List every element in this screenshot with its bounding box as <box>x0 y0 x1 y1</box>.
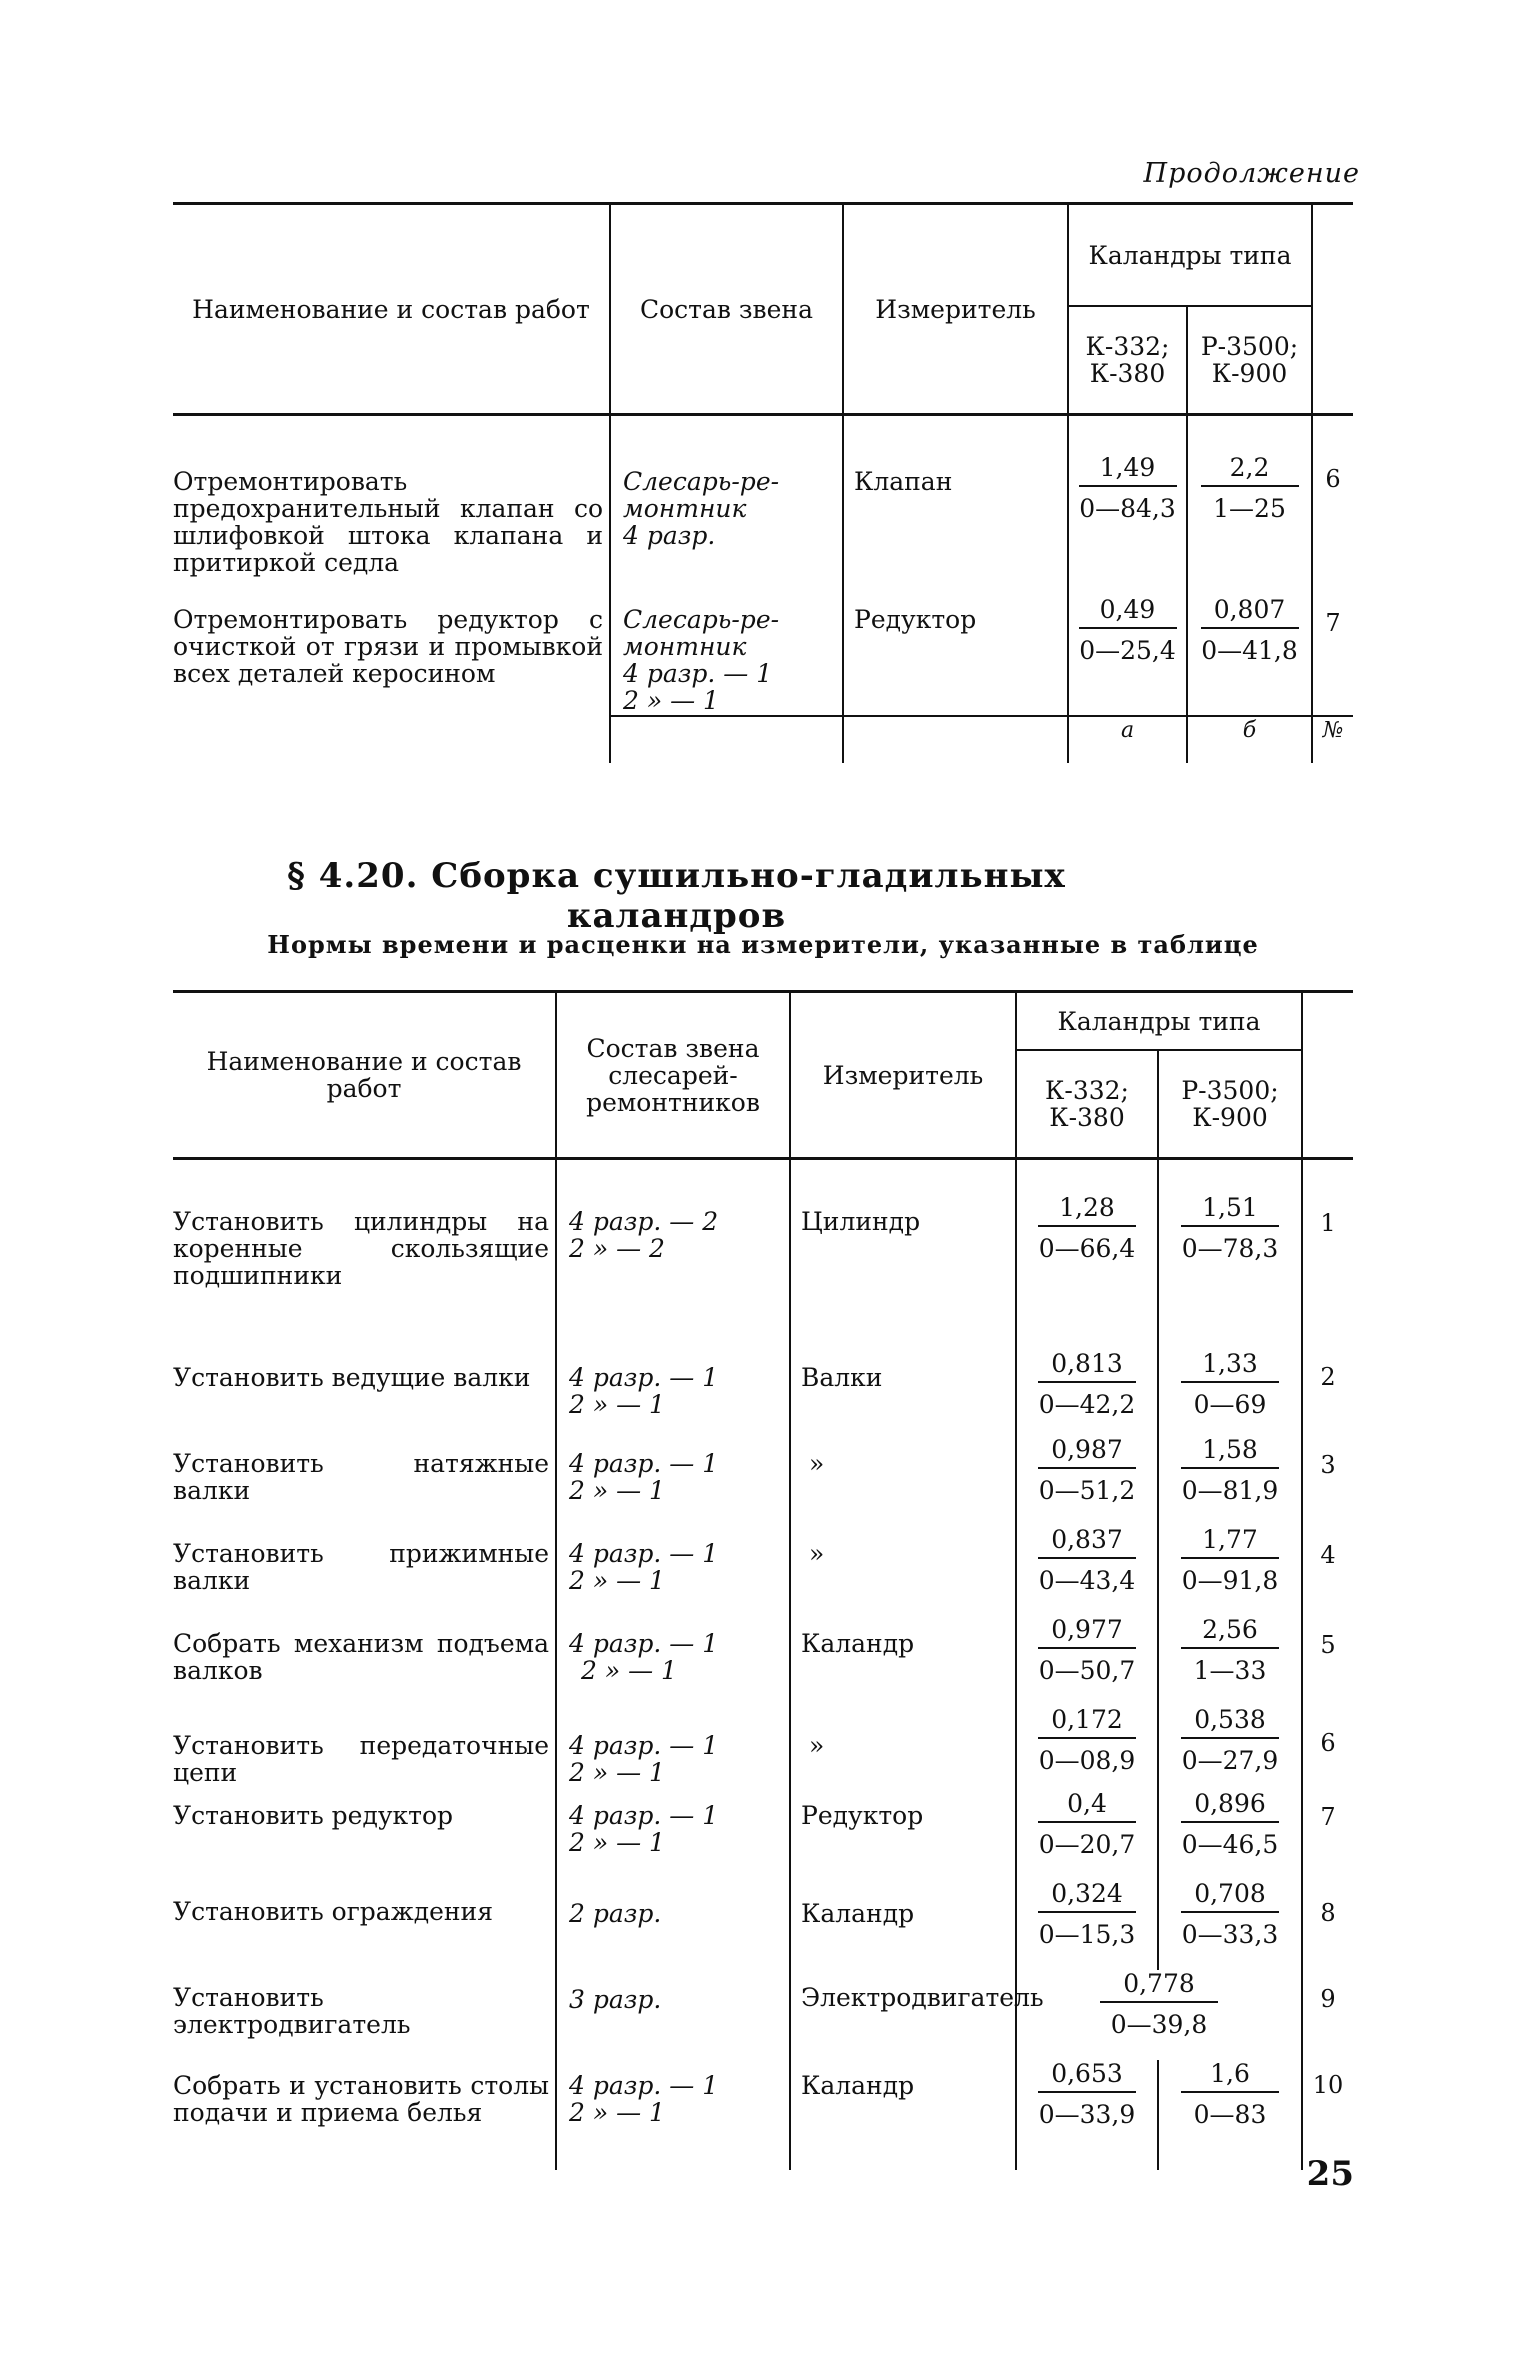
table-row-value-b: 1,77 0—91,8 <box>1158 1520 1302 1610</box>
table-row-staff: Слесарь-ре- монтник 4 разр. <box>610 415 843 579</box>
table-row-staff: 4 разр. — 2 2 » — 2 <box>556 1159 790 1341</box>
table-row-work: Собрать и установить столы подачи и приема белья <box>173 2060 556 2170</box>
table-row-value-a: 0,987 0—51,2 <box>1016 1430 1158 1520</box>
table-row-staff: 4 разр. — 1 2 » — 1 <box>556 1520 790 1610</box>
header-col-a: К-332; К-380 <box>1068 306 1187 415</box>
table-row-work: Собрать механизм подъема валков <box>173 1610 556 1700</box>
table-row-value-b: 0,708 0—33,3 <box>1158 1880 1302 1970</box>
mark-empty <box>173 716 610 763</box>
table-row-number: 7 <box>1325 609 1341 637</box>
table-row-number: 6 <box>1325 465 1341 493</box>
table-row-staff: 4 разр. — 1 2 » — 1 <box>556 1790 790 1880</box>
header-work: Наименование и состав работ <box>173 992 556 1159</box>
table-row-number: 5 <box>1320 1631 1336 1659</box>
table-row-number: 6 <box>1320 1729 1336 1757</box>
header-staff: Состав звена слесарей-ремонтников <box>556 992 790 1159</box>
table-row-work: Установить прижимные валки <box>173 1520 556 1610</box>
continuation-table <box>173 202 1353 763</box>
table-row-value-a: 0,4 0—20,7 <box>1016 1790 1158 1880</box>
table-row-measure: » <box>790 1520 1016 1610</box>
header-staff: Состав звена <box>610 204 843 415</box>
table-row-staff: 4 разр. — 1 2 » — 1 <box>556 1610 790 1700</box>
table-row-number: 7 <box>1320 1803 1336 1831</box>
table-row-number: 4 <box>1320 1541 1336 1569</box>
table-row-number: 3 <box>1320 1451 1336 1479</box>
table-row-number: 9 <box>1320 1985 1336 2013</box>
table-row-value-b: 1,58 0—81,9 <box>1158 1430 1302 1520</box>
header-measure: Измеритель <box>790 992 1016 1159</box>
table-row-measure: » <box>790 1700 1016 1790</box>
table-row-value-b: 2,56 1—33 <box>1158 1610 1302 1700</box>
table-row-staff: 4 разр. — 1 2 » — 1 <box>556 1700 790 1790</box>
table-row-number: 8 <box>1320 1899 1336 1927</box>
header-num-spacer <box>1302 992 1353 1159</box>
column-mark-number: № <box>1312 716 1353 763</box>
table-row-value-a: 1,28 0—66,4 <box>1016 1159 1158 1341</box>
table-row-value-a: 0,653 0—33,9 <box>1016 2060 1158 2170</box>
table-row-work: Установить ведущие валки <box>173 1340 556 1430</box>
table-row-measure: Редуктор <box>790 1790 1016 1880</box>
column-mark-a: а <box>1068 716 1187 763</box>
section-title: § 4.20. Сборка сушильно-гладильных каландров <box>287 856 1066 936</box>
table-row-value-merged: 0,778 0—39,8 <box>1016 1970 1302 2060</box>
table-row-number: 1 <box>1320 1209 1336 1237</box>
table-row-value-a: 0,172 0—08,9 <box>1016 1700 1158 1790</box>
table-row-work: Отремонтировать редуктор с очисткой от грязи и промывкой всех деталей керосином <box>173 578 610 716</box>
header-col-a: К-332; К-380 <box>1016 1050 1158 1159</box>
page-number: 25 <box>1306 2154 1354 2194</box>
table-row-value-a: 0,49 0—25,4 <box>1068 578 1187 716</box>
table-row-measure: Каландр <box>790 1880 1016 1970</box>
table-row-value-b: 1,51 0—78,3 <box>1158 1159 1302 1341</box>
table-row-work: Отремонтировать предохранительный клапан со шлифовкой штока клапана и притиркой седла <box>173 415 610 579</box>
table-row-value-a: 1,49 0—84,3 <box>1068 415 1187 579</box>
mark-empty <box>843 716 1068 763</box>
table-row-work: Установить натяжные валки <box>173 1430 556 1520</box>
table-row-value-b: 0,896 0—46,5 <box>1158 1790 1302 1880</box>
table-row-value-a: 0,813 0—42,2 <box>1016 1340 1158 1430</box>
table-row-measure: Электродвигатель <box>790 1970 1016 2060</box>
table-row-measure: » <box>790 1430 1016 1520</box>
table-row-value-b: 1,6 0—83 <box>1158 2060 1302 2170</box>
table-row-staff: Слесарь-ре- монтник 4 разр. — 1 2 » — 1 <box>610 578 843 716</box>
table-row-staff: 4 разр. — 1 2 » — 1 <box>556 1340 790 1430</box>
table-row-work: Установить редуктор <box>173 1790 556 1880</box>
table-row-measure: Каландр <box>790 2060 1016 2170</box>
header-calender-group: Каландры типа <box>1068 204 1312 307</box>
section-subtitle: Нормы времени и расценки на измерители, указанные в таблице <box>267 930 1259 959</box>
table-row-value-a: 0,324 0—15,3 <box>1016 1880 1158 1970</box>
table-row-measure: Каландр <box>790 1610 1016 1700</box>
table-row-value-b: 0,807 0—41,8 <box>1187 578 1312 716</box>
table-row-work: Установить электродвигатель <box>173 1970 556 2060</box>
header-col-b: Р-3500; К-900 <box>1200 332 1299 388</box>
table-row-value-a: 0,837 0—43,4 <box>1016 1520 1158 1610</box>
header-work: Наименование и состав работ <box>173 204 610 415</box>
header-num-spacer <box>1312 204 1353 415</box>
mark-empty <box>610 716 843 763</box>
calender-norms-table <box>173 990 1353 2170</box>
table-row-staff: 3 разр. <box>556 1970 790 2060</box>
header-col-b: Р-3500; К-900 <box>1158 1050 1302 1159</box>
header-calender-group: Каландры типа <box>1016 992 1302 1051</box>
header-measure: Измеритель <box>843 204 1068 415</box>
table-row-value-a: 0,977 0—50,7 <box>1016 1610 1158 1700</box>
table-row-measure: Валки <box>790 1340 1016 1430</box>
column-mark-b: б <box>1187 716 1312 763</box>
table-row-staff: 2 разр. <box>556 1880 790 1970</box>
table-row-number: 10 <box>1312 2071 1344 2099</box>
table-row-measure: Цилиндр <box>790 1159 1016 1341</box>
table-row-work: Установить цилиндры на коренные скользящие подшипники <box>173 1159 556 1341</box>
table-row-work: Установить ограждения <box>173 1880 556 1970</box>
table-row-measure: Клапан <box>843 415 1068 579</box>
table-row-value-b: 1,33 0—69 <box>1158 1340 1302 1430</box>
table-row-number: 2 <box>1320 1363 1336 1391</box>
table-row-staff: 4 разр. — 1 2 » — 1 <box>556 1430 790 1520</box>
table-row-value-b: 2,2 1—25 <box>1187 415 1312 579</box>
continuation-label: Продолжение <box>1143 158 1360 189</box>
table-row-work: Установить передаточные цепи <box>173 1700 556 1790</box>
table-row-value-b: 0,538 0—27,9 <box>1158 1700 1302 1790</box>
table-row-staff: 4 разр. — 1 2 » — 1 <box>556 2060 790 2170</box>
table-row-measure: Редуктор <box>843 578 1068 716</box>
